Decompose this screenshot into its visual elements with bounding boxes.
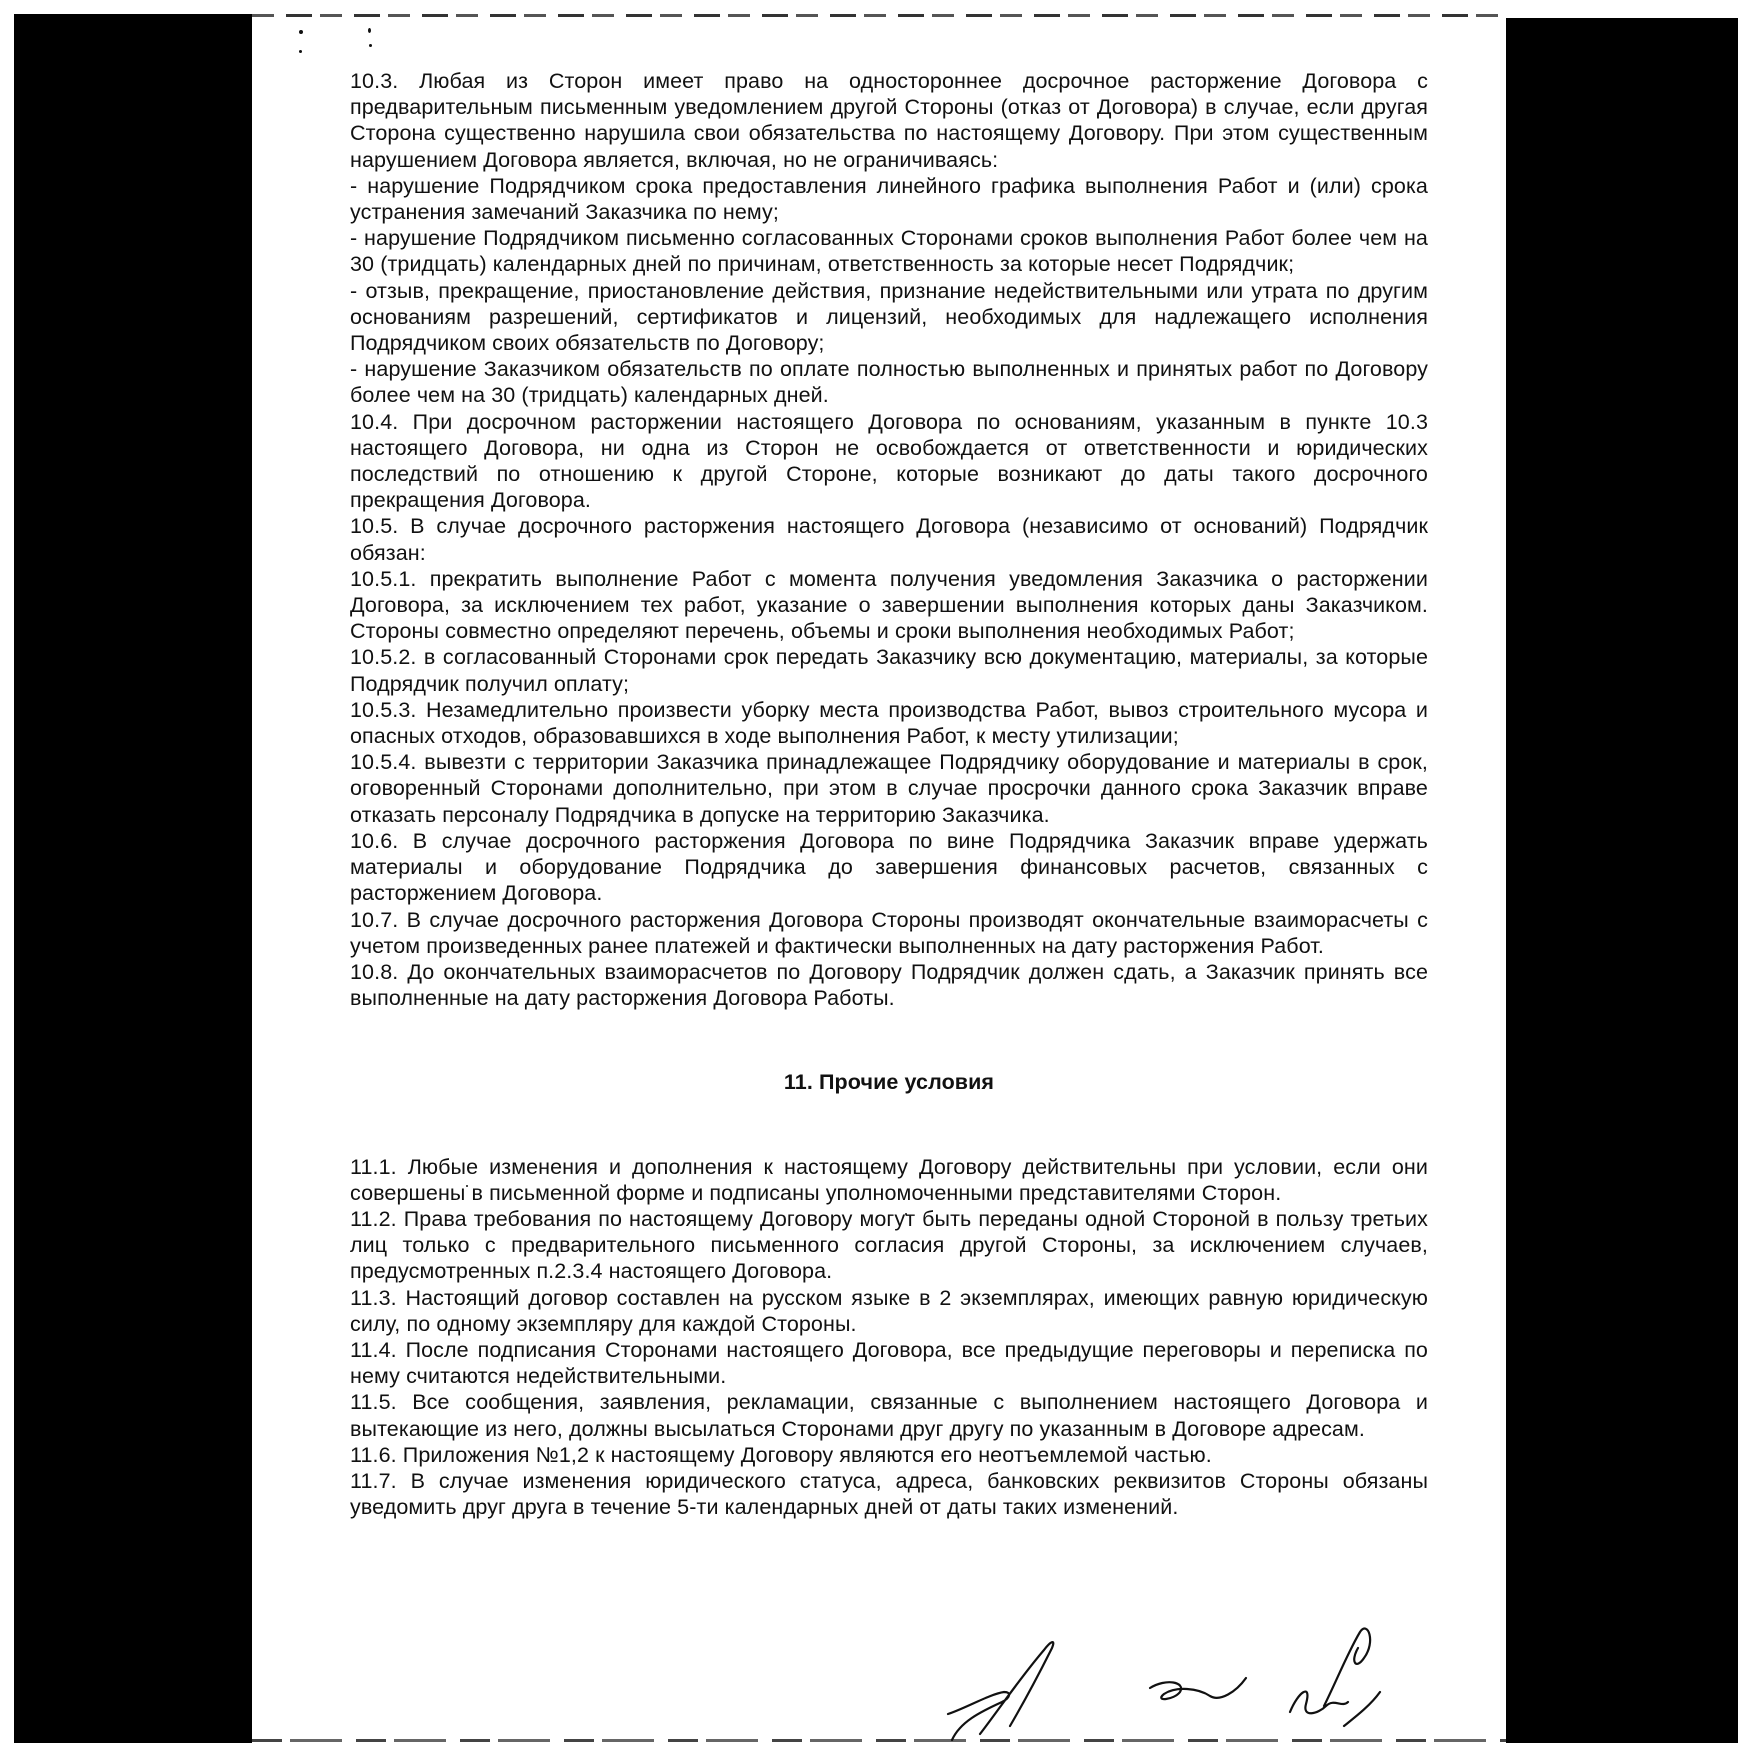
scan-speck	[369, 44, 372, 47]
signature-left	[948, 1642, 1053, 1740]
scan-speck	[368, 28, 371, 33]
signature-middle	[1150, 1678, 1246, 1699]
clause-11-2: 11.2. Права требования по настоящему Договору могут быть переданы одной Стороной в пользу третьих лиц только с предварительного письменного согласия другой Стороны, за исключением случаев, предусмотренных п.2.3.4 настоящего Договора.	[350, 1206, 1428, 1284]
signature-right	[1290, 1629, 1380, 1726]
clause-10-5-2: 10.5.2. в согласованный Сторонами срок передать Заказчику всю документацию, материалы, за которые Подрядчик получил оплату;	[350, 645, 1428, 696]
clause-10-3-item: - отзыв, прекращение, приостановление действия, признание недействительными или утрата по другим основаниям разрешений, сертификатов и лицензий, необходимых для надлежащего исполнения Подрядчиком своих обязательств по Договору;	[350, 278, 1428, 356]
clause-11-6: 11.6. Приложения №1,2 к настоящему Договору являются его неотъемлемой частью.	[350, 1442, 1212, 1467]
scan-speck	[299, 30, 303, 34]
scan-top-edge	[252, 14, 1506, 17]
clause-11-7: 11.7. В случае изменения юридического статуса, адреса, банковских реквизитов Стороны обязаны уведомить друг друга в течение 5-ти календарных дней от даты таких изменений.	[350, 1468, 1428, 1520]
clause-11-5: 11.5. Все сообщения, заявления, рекламации, связанные с выполнением настоящего Договора и вытекающие из него, должны высылаться Сторонами друг другу по указанным в Договоре адресам.	[350, 1390, 1428, 1441]
clause-10-8: 10.8. До окончательных взаиморасчетов по Договору Подрядчик должен сдать, а Заказчик принять все выполненные на дату расторжения Договора Работы.	[350, 959, 1428, 1011]
scan-border-right	[1506, 18, 1738, 1743]
scan-border-left	[14, 14, 252, 1743]
clause-10-3-item: - нарушение Подрядчиком срока предоставления линейного графика выполнения Работ и (или) срока устранения замечаний Заказчика по нему;	[350, 173, 1428, 225]
clause-10-4: 10.4. При досрочном расторжении настоящего Договора по основаниям, указанным в пункте 10.3 настоящего Договора, ни одна из Сторон не освобождается от ответственности и юридических последствий по отношению к другой Стороне, которые возникают до даты такого досрочного прекращения Договора.	[350, 409, 1428, 513]
section-heading: 11. Прочие условия	[783, 1070, 995, 1095]
clause-10-7: 10.7. В случае досрочного расторжения Договора Стороны производят окончательные взаиморасчеты с учетом произведенных ранее платежей и фактически выполненных на дату расторжения Работ.	[350, 907, 1428, 958]
clause-10-5-1: 10.5.1. прекратить выполнение Работ с момента получения уведомления Заказчика о расторжении Договора, за исключением тех работ, указание о завершении выполнения которых даны Заказчиком. Стороны совместно определяют перечень, объемы и сроки выполнения необходимых Работ;	[350, 566, 1428, 644]
scan-speck	[299, 50, 302, 53]
clause-11-4: 11.4. После подписания Сторонами настоящего Договора, все предыдущие переговоры и переписка по нему считаются недействительными.	[350, 1337, 1428, 1389]
clause-11-3: 11.3. Настоящий договор составлен на русском языке в 2 экземплярах, имеющих равную юридическую силу, по одному экземпляру для каждой Стороны.	[350, 1285, 1428, 1336]
clause-11-1: 11.1. Любые изменения и дополнения к настоящему Договору действительны при условии, если они совершены в письменной форме и подписаны уполномоченными представителями Сторон.	[350, 1154, 1428, 1205]
clause-10-5: 10.5. В случае досрочного расторжения настоящего Договора (независимо от оснований) Подрядчик обязан:	[350, 514, 1428, 565]
clause-10-6: 10.6. В случае досрочного расторжения Договора по вине Подрядчика Заказчик вправе удержать материалы и оборудование Подрядчика до завершения финансовых расчетов, связанных с расторжением Договора.	[350, 828, 1428, 906]
clause-10-3-item: - нарушение Подрядчиком письменно согласованных Сторонами сроков выполнения Работ более чем на 30 (тридцать) календарных дней по причинам, ответственность за которые несет Подрядчик;	[350, 226, 1428, 277]
clause-10-3-item: - нарушение Заказчиком обязательств по оплате полностью выполненных и принятых работ по Договору более чем на 30 (тридцать) календарных дней.	[350, 357, 1428, 408]
clause-10-3: 10.3. Любая из Сторон имеет право на одностороннее досрочное расторжение Договора с предварительным письменным уведомлением другой Стороны (отказ от Договора) в случае, если другая Сторона существенно нарушила свои обязательства по настоящему Договору. При этом существенным нарушением Договора является, включая, но не ограничиваясь:	[350, 69, 1428, 172]
clause-10-5-3: 10.5.3. Незамедлительно произвести уборку места производства Работ, вывоз строительного мусора и опасных отходов, образовавшихся в ходе выполнения Работ, к месту утилизации;	[350, 697, 1428, 749]
document-body	[350, 68, 1428, 1520]
signatures	[940, 1622, 1460, 1744]
clause-10-5-4: 10.5.4. вывезти с территории Заказчика принадлежащее Подрядчику оборудование и материалы в срок, оговоренный Сторонами дополнительно, при этом в случае просрочки данного срока Заказчик вправе отказать персоналу Подрядчика в допуске на территорию Заказчика.	[350, 750, 1428, 827]
